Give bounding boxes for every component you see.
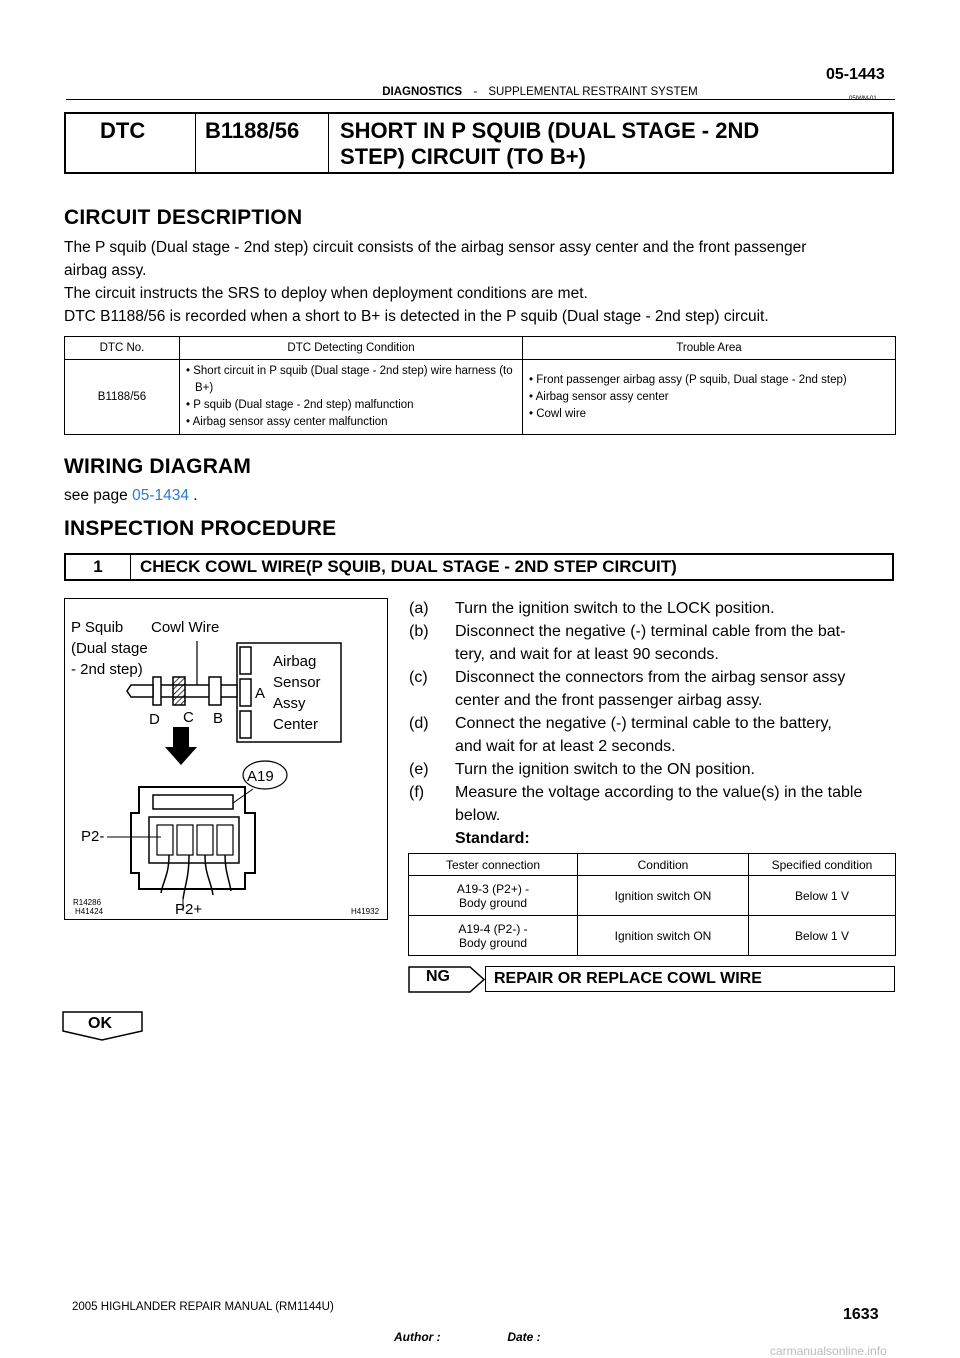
table-row: [409, 916, 896, 956]
table-header: Specified condition: [749, 854, 896, 876]
p-squib-label-3: - 2nd step): [71, 661, 143, 678]
table-header: DTC No.: [65, 337, 180, 360]
page-number: 05-1443: [826, 66, 885, 83]
table-header: Trouble Area: [523, 337, 896, 360]
ng-action-box: REPAIR OR REPLACE COWL WIRE: [485, 966, 895, 992]
dtc-table: [64, 336, 896, 435]
airbag-label-4: Center: [273, 716, 319, 733]
header-separator: -: [473, 86, 478, 98]
dtc-label-cell: [66, 114, 196, 172]
cowl-wire-label: Cowl Wire: [151, 619, 220, 636]
connector-latch: [153, 795, 233, 809]
section-title: DIAGNOSTICS: [382, 86, 463, 98]
list-item: • Short circuit in P squib (Dual stage - 2nd step) wire harness (to B+): [186, 365, 513, 394]
see-page-text: see page: [64, 487, 128, 504]
cowl-wire: [157, 685, 237, 697]
table-header-row: [65, 337, 896, 360]
connector-diagram-svg: [65, 599, 387, 919]
list-item: (a) Turn the ignition switch to the LOCK position.: [409, 600, 775, 617]
list-item: (b) Disconnect the negative (-) terminal cable from the bat- tery, and wait for at least 90 seconds.: [409, 623, 846, 663]
standard-label: Standard:: [455, 830, 530, 847]
dtc-title-line1: SHORT IN P SQUIB (DUAL STAGE - 2ND: [340, 118, 760, 143]
dtc-number: B1188/56: [65, 360, 180, 435]
manual-title: 2005 HIGHLANDER REPAIR MANUAL (RM1144U): [72, 1301, 334, 1313]
terminal-cavity: [177, 825, 193, 855]
running-header: [0, 86, 960, 98]
step-number: 1: [66, 555, 131, 579]
spec-table: [408, 853, 896, 956]
list-item: • Airbag sensor assy center: [529, 390, 669, 403]
doc-code: 05IWM-01: [849, 96, 877, 102]
connector-diagram: [64, 598, 388, 920]
dtc-title-line2: STEP) CIRCUIT (TO B+): [340, 144, 586, 169]
list-item: (e) Turn the ignition switch to the ON position.: [409, 761, 755, 778]
table-header: Condition: [578, 854, 749, 876]
header-rule: [66, 99, 895, 100]
list-item: • P squib (Dual stage - 2nd step) malfunction: [186, 399, 414, 411]
ok-label: OK: [88, 1015, 112, 1032]
watermark: carmanualsonline.info: [770, 1344, 887, 1358]
wire-lead: [183, 855, 189, 899]
wiring-diagram-reference: [64, 487, 198, 505]
circuit-desc-line4: DTC B1188/56 is recorded when a short to B+ is detected in the P squib (Dual stage - 2nd step) circuit.: [64, 308, 769, 325]
wiring-diagram-heading: WIRING DIAGRAM: [64, 455, 252, 478]
dtc-code: B1188/56: [205, 118, 300, 143]
dtc-code-cell: [195, 114, 329, 172]
detecting-condition-cell: [180, 360, 523, 435]
step-header-box: [64, 553, 894, 581]
procedure-steps: [409, 597, 897, 850]
dtc-title-block: [64, 112, 894, 174]
connector-d-shape: [153, 677, 161, 705]
a19-leader: [233, 789, 253, 803]
terminal-cavity: [157, 825, 173, 855]
list-item: • Front passenger airbag assy (P squib, Dual stage - 2nd step): [529, 373, 847, 386]
subsection-title: SUPPLEMENTAL RESTRAINT SYSTEM: [488, 86, 698, 98]
connector-d-label: D: [149, 711, 160, 728]
circuit-description-heading: CIRCUIT DESCRIPTION: [64, 206, 303, 229]
list-item: • Cowl wire: [529, 407, 587, 420]
dtc-label: DTC: [100, 118, 146, 143]
table-row: [65, 360, 896, 435]
table-header-row: [409, 854, 896, 876]
condition: Ignition switch ON: [578, 876, 749, 916]
airbag-label-1: Airbag: [273, 653, 317, 670]
author-date: Author : Date :: [394, 1330, 541, 1344]
connector-b-label: B: [213, 710, 224, 727]
connector-c-shape: [173, 677, 185, 705]
connector-a-label: A: [255, 685, 266, 702]
list-item: • Airbag sensor assy center malfunction: [186, 416, 388, 428]
specified-condition: Below 1 V: [749, 916, 896, 956]
see-page-tail: .: [193, 487, 198, 504]
arrow-down-icon: [165, 747, 197, 765]
table-row: [409, 876, 896, 916]
tester-connection: A19-4 (P2-) - Body ground: [409, 916, 578, 956]
footer-page-number: 1633: [843, 1306, 879, 1323]
table-header: DTC Detecting Condition: [180, 337, 523, 360]
sensor-connector-slot: [240, 647, 251, 674]
tester-connection: A19-3 (P2+) - Body ground: [409, 876, 578, 916]
p-squib-label: P Squib: [71, 619, 124, 636]
table-header: Tester connection: [409, 854, 578, 876]
inspection-procedure-heading: INSPECTION PROCEDURE: [64, 517, 337, 540]
connector-b-shape: [209, 677, 221, 705]
circuit-desc-line1: The P squib (Dual stage - 2nd step) circuit consists of the airbag sensor assy center and the front passenger: [64, 239, 807, 256]
airbag-label-3: Assy: [273, 695, 306, 712]
sensor-connector-slot: [240, 711, 251, 738]
circuit-description-text: [64, 236, 898, 328]
connector-a19-label: A19: [247, 768, 274, 785]
list-item: (d) Connect the negative (-) terminal cable to the battery, and wait for at least 2 seconds.: [409, 715, 832, 755]
ref-code-1: R14286: [73, 898, 102, 907]
arrow-shaft: [173, 727, 189, 749]
list-item: (c) Disconnect the connectors from the airbag sensor assy center and the front passenger airbag assy.: [409, 669, 846, 709]
list-item: (f) Measure the voltage according to the value(s) in the table below.: [409, 784, 863, 824]
trouble-area-cell: [523, 360, 896, 435]
circuit-desc-line2: airbag assy.: [64, 262, 147, 279]
wire-lead: [161, 855, 169, 893]
connector-c-label: C: [183, 709, 194, 726]
ng-label: NG: [426, 968, 450, 985]
sensor-connector-slot: [240, 679, 251, 706]
terminal-cavity: [217, 825, 233, 855]
terminal-cavity: [197, 825, 213, 855]
p-squib-label-2: (Dual stage: [71, 640, 148, 657]
ref-code-2: H41424: [75, 907, 104, 916]
p2-plus-label: P2+: [175, 901, 203, 918]
specified-condition: Below 1 V: [749, 876, 896, 916]
p-squib-shape: [127, 685, 153, 697]
step-title: CHECK COWL WIRE(P SQUIB, DUAL STAGE - 2ND STEP CIRCUIT): [140, 557, 677, 576]
page-link[interactable]: 05-1434: [132, 487, 189, 504]
condition: Ignition switch ON: [578, 916, 749, 956]
airbag-label-2: Sensor: [273, 674, 321, 691]
ref-code-3: H41932: [351, 907, 380, 916]
circuit-desc-line3: The circuit instructs the SRS to deploy when deployment conditions are met.: [64, 285, 588, 302]
p2-minus-label: P2-: [81, 828, 105, 845]
wire-lead: [225, 855, 231, 891]
